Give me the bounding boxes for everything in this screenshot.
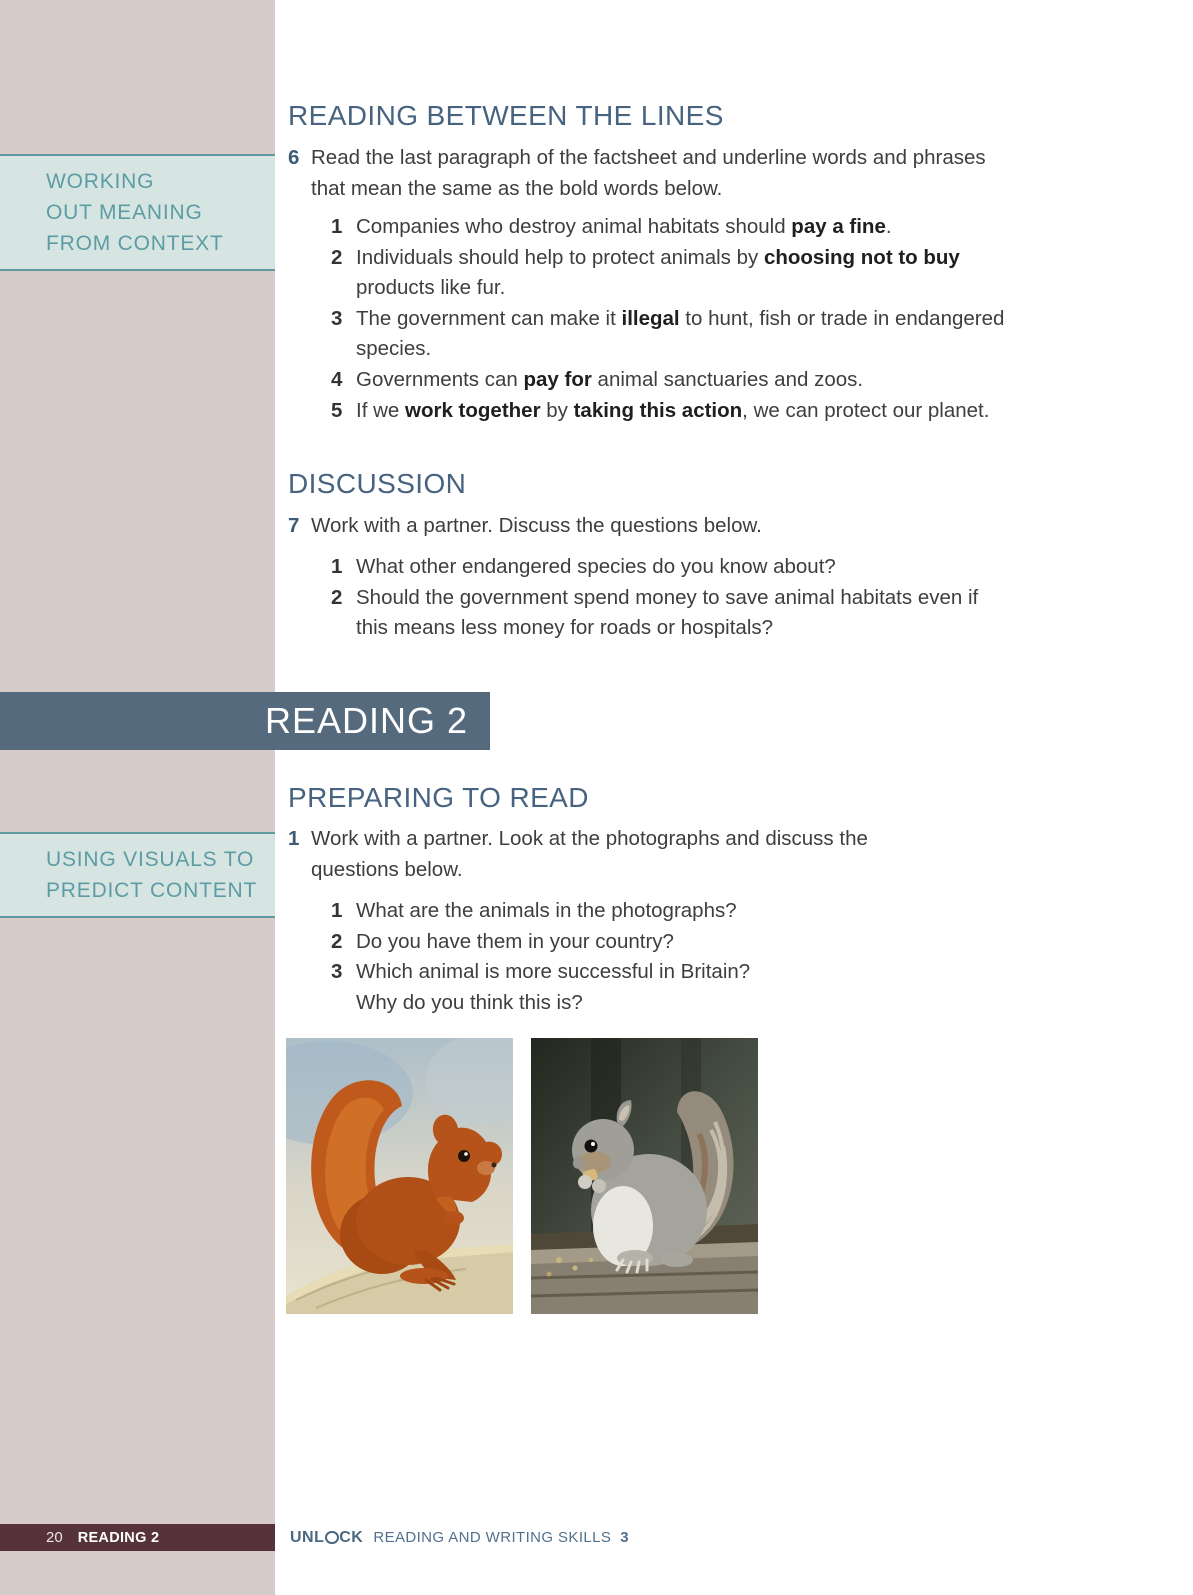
numbered-item	[331, 396, 1004, 427]
footer-page-bar	[0, 1524, 275, 1551]
text-line: WORKING	[46, 170, 155, 193]
exercise-number: 7	[288, 514, 300, 537]
red-squirrel-photo	[286, 1038, 513, 1314]
item-text	[356, 957, 750, 1018]
item-text	[356, 583, 978, 644]
exercise-6-instruction	[288, 143, 986, 204]
text-line: OUT MEANING	[46, 201, 203, 224]
numbered-item	[331, 583, 978, 644]
numbered-item	[331, 552, 978, 583]
item-number: 4	[331, 367, 343, 391]
item-number: 1	[331, 899, 343, 922]
text-line: questions below.	[311, 857, 463, 881]
text-line: PREDICT CONTENT	[46, 879, 258, 902]
text-line: species.	[356, 337, 432, 361]
item-text	[356, 927, 674, 958]
text-line: Which animal is more successful in Britain?	[356, 960, 751, 984]
text-line: Companies who destroy animal habitats should pay a fine.	[356, 215, 892, 238]
numbered-item	[331, 243, 1004, 304]
item-number: 1	[331, 215, 343, 238]
text-line: USING VISUALS TO	[46, 848, 255, 871]
exercise-1-instruction	[288, 824, 868, 885]
page-number: 20	[46, 1529, 63, 1546]
banner-title: READING 2	[264, 700, 468, 741]
item-number: 3	[331, 306, 343, 330]
text-line: The government can make it illegal to hunt, fish or trade in endangered	[356, 306, 1005, 330]
numbered-item	[331, 927, 750, 958]
book-level: 3	[620, 1529, 629, 1546]
item-text	[356, 396, 989, 427]
item-text	[356, 552, 836, 583]
text-line: What are the animals in the photographs?	[356, 899, 737, 922]
item-text	[356, 304, 1004, 365]
instruction-text	[311, 824, 868, 885]
numbered-item	[331, 896, 750, 927]
text-line: Do you have them in your country?	[356, 929, 674, 953]
item-number: 5	[331, 398, 343, 422]
text-line: FROM CONTEXT	[46, 232, 224, 255]
numbered-item	[331, 304, 1004, 365]
item-number: 1	[331, 555, 343, 578]
numbered-item	[331, 212, 1004, 243]
item-number: 2	[331, 585, 343, 609]
text-line: products like fur.	[356, 276, 506, 300]
text-line: Why do you think this is?	[356, 990, 583, 1014]
instruction-text	[311, 143, 986, 204]
item-text	[356, 365, 863, 396]
numbered-item	[331, 365, 1004, 396]
numbered-item	[331, 957, 750, 1018]
skill-box-working-out-meaning	[0, 154, 275, 271]
book-title: READING AND WRITING SKILLS	[373, 1529, 612, 1546]
exercise-number: 1	[288, 827, 300, 850]
heading-reading-between-the-lines: READING BETWEEN THE LINES	[288, 100, 724, 131]
reading-2-banner	[0, 692, 490, 750]
unlock-logo: UNL CK	[290, 1528, 364, 1546]
exercise-number: 6	[288, 146, 300, 169]
text-line: Individuals should help to protect animals by choosing not to buy	[356, 245, 960, 269]
text-line: that mean the same as the bold words below.	[311, 176, 723, 200]
text-line: Should the government spend money to save animal habitats even if	[356, 585, 979, 609]
footer-book-title	[290, 1524, 629, 1551]
exercise-6-items	[331, 212, 1004, 426]
text-line: Read the last paragraph of the factsheet and underline words and phrases	[311, 146, 986, 169]
heading-discussion: DISCUSSION	[288, 468, 467, 499]
heading-preparing-to-read: PREPARING TO READ	[288, 782, 589, 813]
exercise-7-instruction	[288, 511, 762, 542]
padlock-o-icon	[325, 1531, 339, 1545]
item-number: 3	[331, 960, 343, 984]
text-line: Work with a partner. Look at the photographs and discuss the	[311, 827, 868, 850]
photo-row	[286, 1038, 758, 1314]
item-number: 2	[331, 245, 343, 269]
text-line: this means less money for roads or hospitals?	[356, 616, 774, 640]
item-text	[356, 212, 892, 243]
skill-box-using-visuals	[0, 832, 275, 918]
text-line: What other endangered species do you know about?	[356, 555, 836, 578]
text-line: If we work together by taking this action, we can protect our planet.	[356, 398, 990, 422]
item-text	[356, 896, 737, 927]
text-line: Work with a partner. Discuss the questions below.	[311, 514, 762, 537]
footer-section-label: READING 2	[77, 1529, 160, 1546]
item-text	[356, 243, 960, 304]
text-line: Governments can pay for animal sanctuaries and zoos.	[356, 367, 864, 391]
exercise-1-items	[331, 896, 750, 1018]
grey-squirrel-photo	[531, 1038, 758, 1314]
instruction-text	[311, 511, 762, 542]
item-number: 2	[331, 929, 343, 953]
exercise-7-items	[331, 552, 978, 644]
